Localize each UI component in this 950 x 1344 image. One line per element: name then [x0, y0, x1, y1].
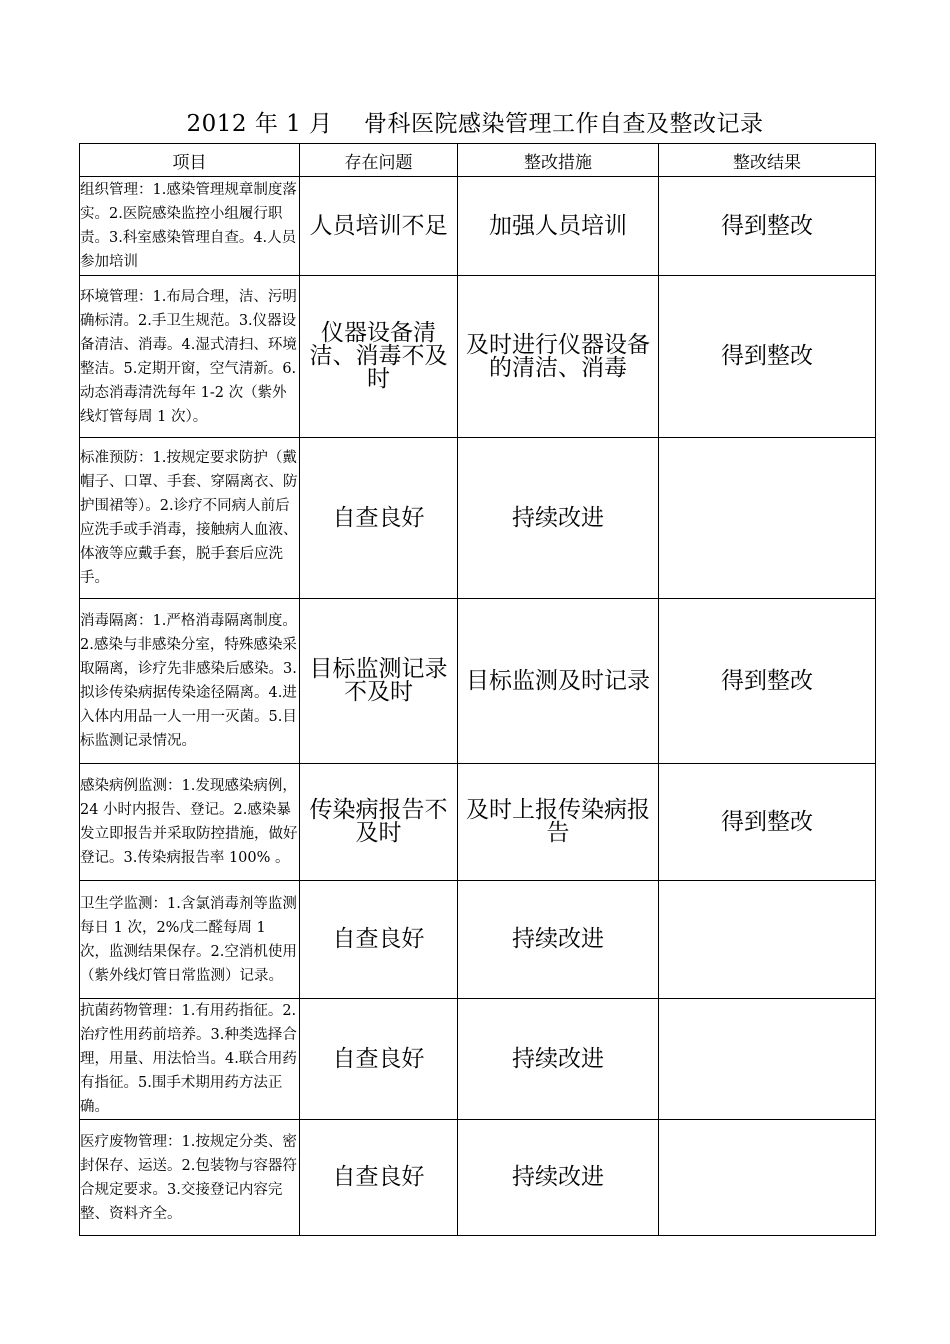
cell-item: 消毒隔离：1.严格消毒隔离制度。2.感染与非感染分室，特殊感染采取隔离，诊疗先非感染后感染。3.拟诊传染病据传染途径隔离。4.进入体内用品一人一用一灭菌。5.目标监测记录情况。	[80, 599, 300, 764]
cell-problem: 仪器设备清洁、消毒不及时	[300, 276, 458, 438]
header-problem: 存在问题	[300, 144, 458, 177]
cell-item: 卫生学监测：1.含氯消毒剂等监测每日 1 次，2%戊二醛每周 1 次，监测结果保存。2.空消机使用（紫外线灯管日常监测）记录。	[80, 881, 300, 999]
cell-problem: 目标监测记录不及时	[300, 599, 458, 764]
header-measure: 整改措施	[458, 144, 659, 177]
cell-item: 医疗废物管理：1.按规定分类、密封保存、运送。2.包装物与容器符合规定要求。3.交接登记内容完整、资料齐全。	[80, 1120, 300, 1236]
table-row	[80, 764, 876, 881]
header-item: 项目	[80, 144, 300, 177]
document-title: 2012 年 1 月 骨科医院感染管理工作自查及整改记录	[186, 111, 764, 137]
table-header-row	[80, 144, 876, 177]
table-row	[80, 438, 876, 599]
cell-item: 抗菌药物管理：1.有用药指征。2.治疗性用药前培养。3.种类选择合理，用量、用法恰当。4.联合用药有指征。5.围手术期用药方法正确。	[80, 999, 300, 1120]
cell-measure: 持续改进	[458, 1120, 659, 1236]
cell-result: 得到整改	[659, 177, 876, 276]
cell-problem: 人员培训不足	[300, 177, 458, 276]
cell-problem: 自查良好	[300, 1120, 458, 1236]
table-row	[80, 999, 876, 1120]
cell-problem: 自查良好	[300, 999, 458, 1120]
cell-measure: 加强人员培训	[458, 177, 659, 276]
cell-problem: 传染病报告不及时	[300, 764, 458, 881]
cell-result	[659, 881, 876, 999]
cell-item: 组织管理：1.感染管理规章制度落实。2.医院感染监控小组履行职责。3.科室感染管理自查。4.人员参加培训	[80, 177, 300, 276]
table-row	[80, 276, 876, 438]
cell-problem: 自查良好	[300, 881, 458, 999]
cell-problem: 自查良好	[300, 438, 458, 599]
table-row	[80, 1120, 876, 1236]
cell-result	[659, 1120, 876, 1236]
cell-measure: 目标监测及时记录	[458, 599, 659, 764]
table-row	[80, 599, 876, 764]
cell-measure: 持续改进	[458, 438, 659, 599]
cell-result: 得到整改	[659, 276, 876, 438]
cell-measure: 持续改进	[458, 999, 659, 1120]
cell-measure: 持续改进	[458, 881, 659, 999]
cell-result: 得到整改	[659, 599, 876, 764]
cell-result	[659, 438, 876, 599]
cell-result	[659, 999, 876, 1120]
cell-measure: 及时上报传染病报告	[458, 764, 659, 881]
self-check-table	[79, 143, 876, 1236]
cell-item: 标准预防：1.按规定要求防护（戴帽子、口罩、手套、穿隔离衣、防护围裙等）。2.诊疗不同病人前后应洗手或手消毒，接触病人血液、体液等应戴手套，脱手套后应洗手。	[80, 438, 300, 599]
table-row	[80, 177, 876, 276]
table-row	[80, 881, 876, 999]
cell-measure: 及时进行仪器设备的清洁、消毒	[458, 276, 659, 438]
cell-result: 得到整改	[659, 764, 876, 881]
cell-item: 感染病例监测：1.发现感染病例，24 小时内报告、登记。2.感染暴发立即报告并采取防控措施，做好登记。3.传染病报告率 100% 。	[80, 764, 300, 881]
cell-item: 环境管理：1.布局合理，洁、污明确标清。2.手卫生规范。3.仪器设备清洁、消毒。4.湿式清扫、环境整洁。5.定期开窗，空气清新。6.动态消毒清洗每年 1-2 次（紫外线灯管每周 1 次）。	[80, 276, 300, 438]
header-result: 整改结果	[659, 144, 876, 177]
